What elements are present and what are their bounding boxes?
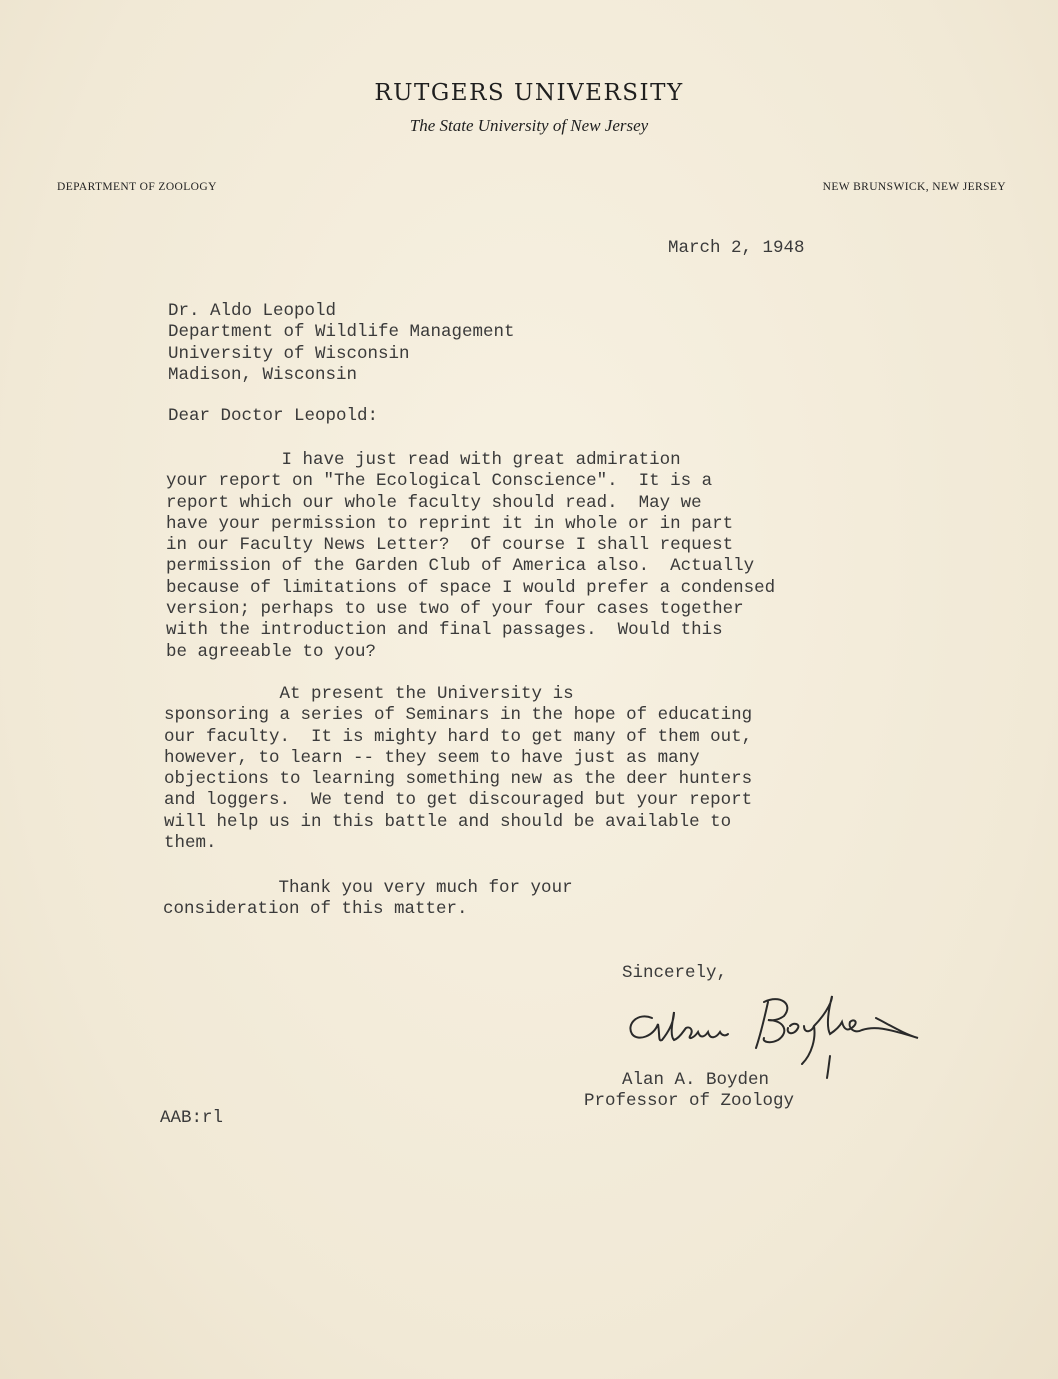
handwritten-signature <box>618 990 948 1080</box>
text-line: consideration of this matter. <box>163 899 468 920</box>
letterhead-department: DEPARTMENT OF ZOOLOGY <box>57 181 217 193</box>
text-line: in our Faculty News Letter? Of course I shall request <box>166 535 734 556</box>
text-line: objections to learning something new as the deer hunters <box>164 769 753 790</box>
text-line: your report on "The Ecological Conscience". It is a <box>166 471 713 492</box>
text-line: our faculty. It is mighty hard to get many of them out, <box>164 726 753 747</box>
letter-date: March 2, 1948 <box>668 238 805 258</box>
text-line: have your permission to reprint it in whole or in part <box>166 513 734 534</box>
text-line: however, to learn -- they seem to have just as many <box>164 747 700 768</box>
text-line: At present the University is <box>164 684 574 704</box>
text-line: be agreeable to you? <box>166 641 377 662</box>
signer-title: Professor of Zoology <box>584 1091 795 1112</box>
reference-initials: AAB:rl <box>160 1108 224 1128</box>
recipient-line: Department of Wildlife Management <box>168 322 515 343</box>
letterhead-location: NEW BRUNSWICK, NEW JERSEY <box>822 181 1006 193</box>
text-line: will help us in this battle and should be available to <box>164 811 732 832</box>
text-line: I have just read with great admiration <box>166 450 681 470</box>
text-line: Thank you very much for your <box>163 878 573 898</box>
signer-name: Alan A. Boyden <box>622 1070 770 1090</box>
text-line: because of limitations of space I would prefer a condensed <box>166 577 776 598</box>
recipient-line: University of Wisconsin <box>168 343 410 364</box>
text-line: report which our whole faculty should read. May we <box>166 492 702 513</box>
recipient-address <box>168 301 515 386</box>
letterhead-university: RUTGERS UNIVERSITY <box>374 80 684 106</box>
text-line: version; perhaps to use two of your four cases together <box>166 599 744 620</box>
paragraph-2 <box>164 684 752 854</box>
recipient-line: Madison, Wisconsin <box>168 364 358 385</box>
paragraph-3 <box>163 878 573 921</box>
closing: Sincerely, <box>622 963 728 983</box>
signature-lettering: Alan Boyden <box>618 990 624 991</box>
text-line: them. <box>164 833 217 854</box>
signer-block <box>584 1070 794 1113</box>
paragraph-1 <box>166 450 775 663</box>
text-line: with the introduction and final passages. Would this <box>166 620 723 641</box>
text-line: and loggers. We tend to get discouraged but your report <box>164 790 753 811</box>
text-line: sponsoring a series of Seminars in the hope of educating <box>164 705 753 726</box>
letterhead-subtitle: The State University of New Jersey <box>409 116 649 135</box>
recipient-line: Dr. Aldo Leopold <box>168 301 337 321</box>
salutation: Dear Doctor Leopold: <box>168 406 379 426</box>
text-line: permission of the Garden Club of America also. Actually <box>166 556 755 577</box>
